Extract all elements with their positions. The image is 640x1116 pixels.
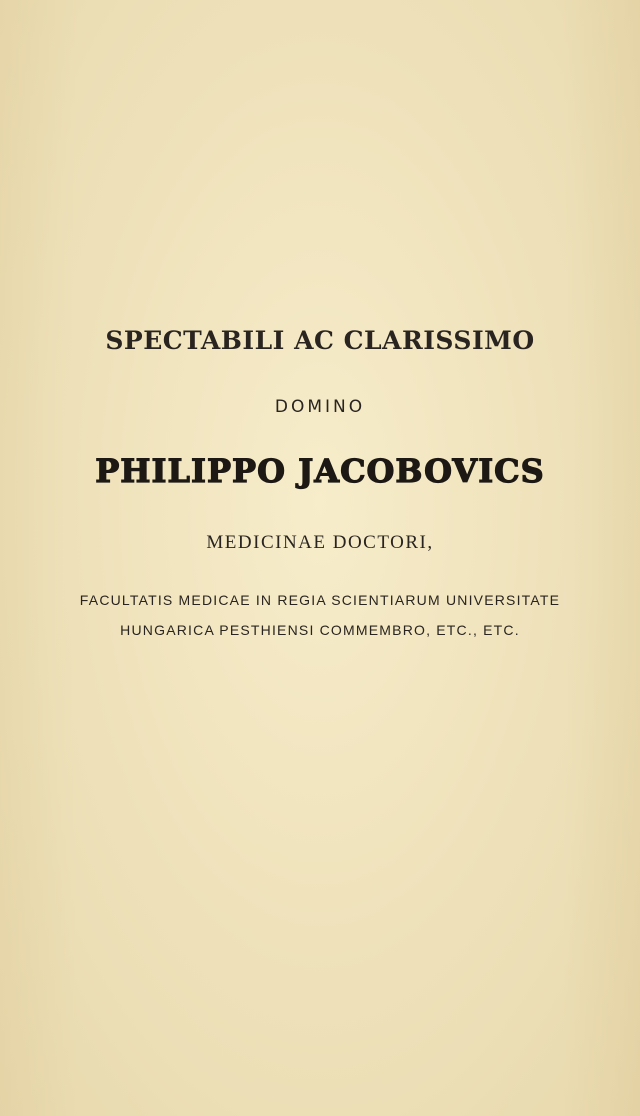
dedicatee-name: PHILIPPO JACOBOVICS — [95, 452, 545, 490]
dedication-salutation: SPECTABILI AC CLARISSIMO — [105, 326, 535, 355]
dedicatee-degree: MEDICINAE DOCTORI, — [206, 532, 434, 553]
dedicatee-affiliation-line1: FACULTATIS MEDICAE IN REGIA SCIENTIARUM UNIVERSITATE — [79, 592, 561, 608]
dedicatee-affiliation-line2: HUNGARICA PESTHIENSI COMMEMBRO, ETC., ETC. — [120, 622, 520, 638]
dedication-domino: DOMINO — [274, 397, 366, 417]
